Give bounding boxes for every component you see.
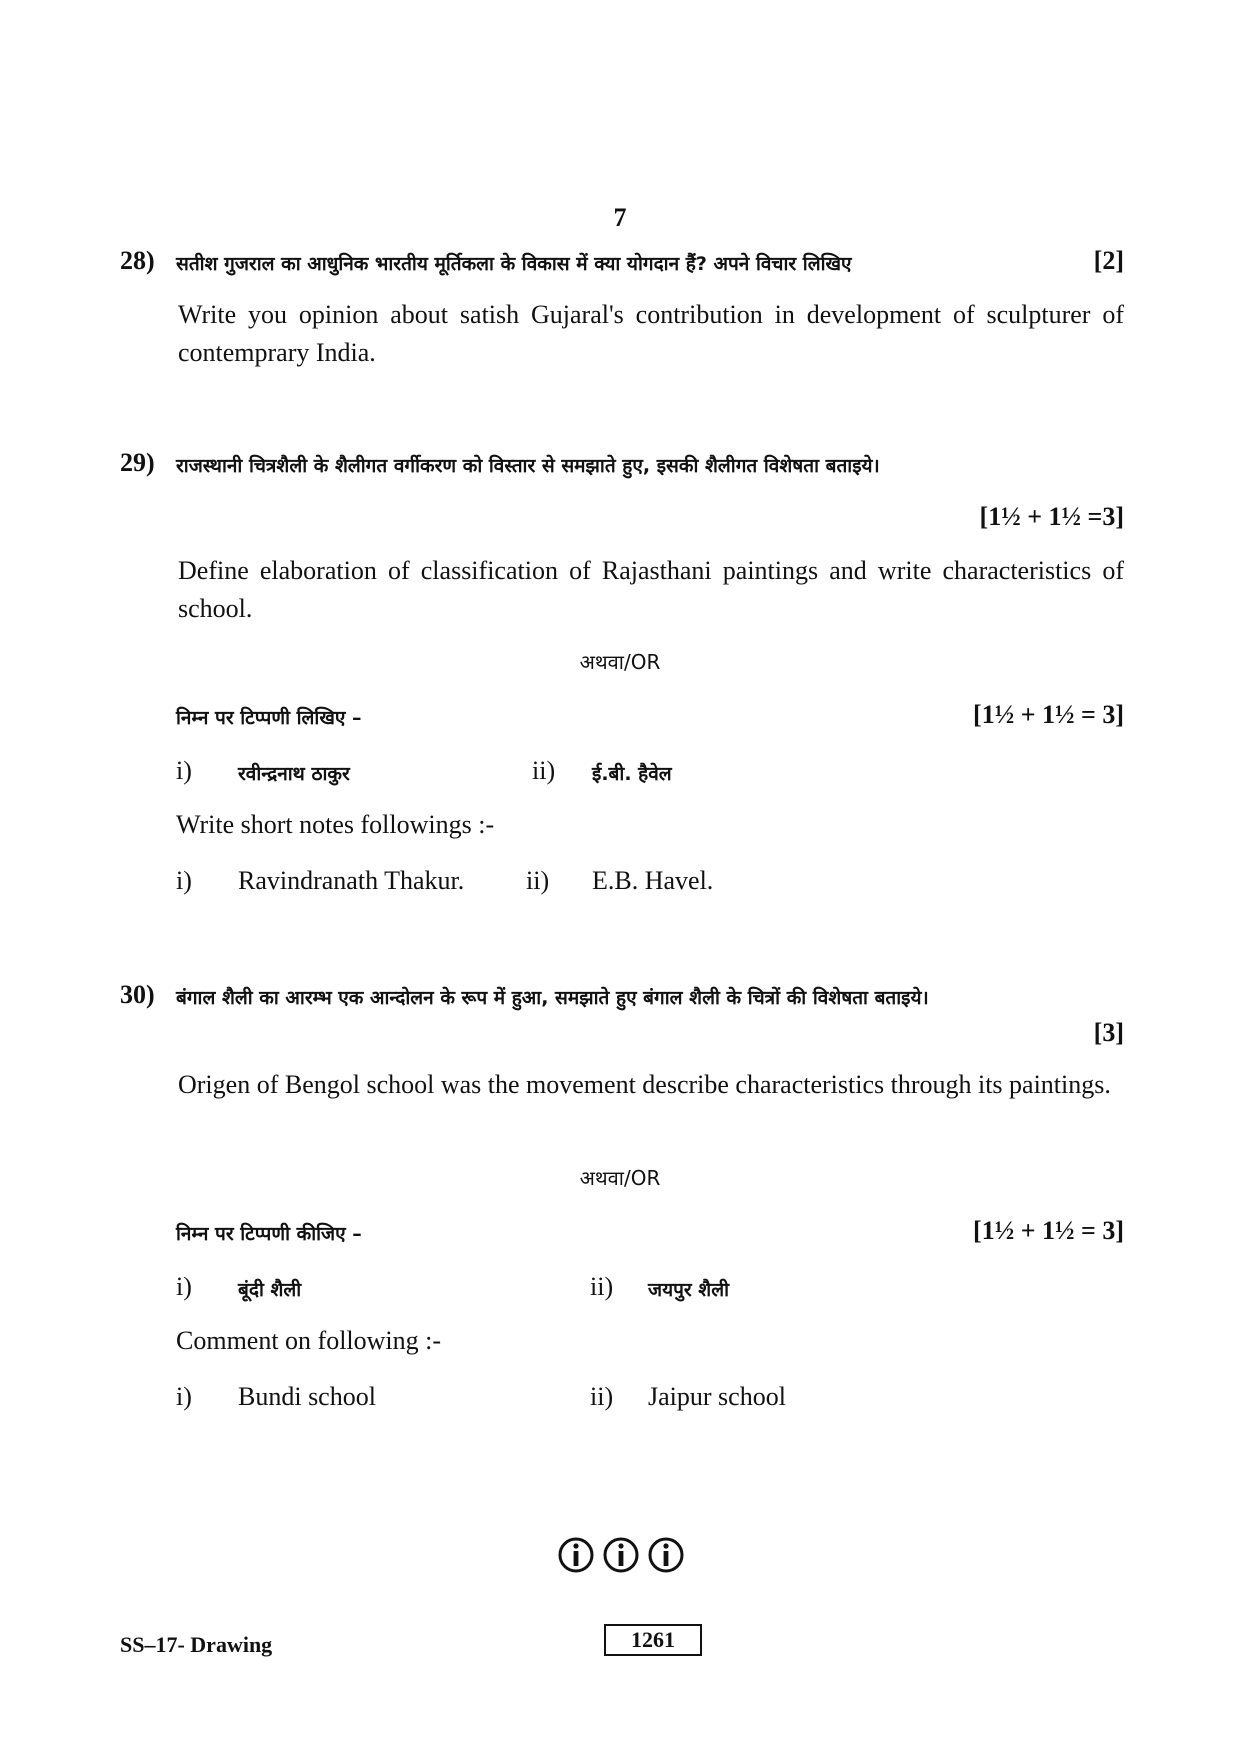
list-item: ई.बी. हैवेल xyxy=(592,763,672,785)
or-label: अथवा/OR xyxy=(579,650,661,674)
list-item: Ravindranath Thakur. xyxy=(238,866,465,895)
question-english-text: Origen of Bengol school was the movement describe characteristics through its paintings. xyxy=(178,1070,1111,1099)
item-number: i) xyxy=(176,1272,192,1301)
list-item: बूंदी शैली xyxy=(238,1279,302,1301)
question-marks: [2] xyxy=(1093,246,1124,275)
question-marks: [3] xyxy=(1093,1018,1124,1047)
item-number: i) xyxy=(176,866,192,895)
question-number: 29) xyxy=(120,448,155,477)
list-item: रवीन्द्रनाथ ठाकुर xyxy=(238,763,350,785)
alternative-instruction-hindi: निम्न पर टिप्पणी लिखिए – xyxy=(176,707,362,729)
or-separator xyxy=(0,1164,1240,1191)
alternative-instruction-english: Comment on following :- xyxy=(176,1326,442,1355)
question-number: 30) xyxy=(120,980,155,1009)
list-item: E.B. Havel. xyxy=(592,866,714,895)
page-number: 7 xyxy=(613,203,627,232)
item-number: ii) xyxy=(590,1382,614,1411)
alternative-marks: [1½ + 1½ = 3] xyxy=(973,1216,1124,1245)
or-label: अथवा/OR xyxy=(579,1166,661,1190)
three-circled-i-emblem-icon xyxy=(556,1535,686,1575)
alternative-instruction-english: Write short notes followings :- xyxy=(176,810,495,839)
item-number: ii) xyxy=(526,866,550,895)
item-number: i) xyxy=(176,756,192,785)
item-number: ii) xyxy=(532,756,556,785)
question-hindi-text: बंगाल शैली का आरम्भ एक आन्दोलन के रूप में हुआ, समझाते हुए बंगाल शैली के चित्रों की विशेषता बताइये। xyxy=(176,987,929,1009)
alternative-instruction-hindi: निम्न पर टिप्पणी कीजिए – xyxy=(176,1223,362,1245)
item-number: ii) xyxy=(590,1272,614,1301)
question-marks: [1½ + 1½ =3] xyxy=(979,502,1124,531)
item-number: i) xyxy=(176,1382,192,1411)
footer-code-box: 1261 xyxy=(604,1624,702,1656)
question-english-text: Write you opinion about satish Gujaral's contribution in development of sculpturer of contemprary India. xyxy=(178,300,1124,367)
question-number: 28) xyxy=(120,246,155,275)
list-item: Bundi school xyxy=(238,1382,376,1411)
list-item: जयपुर शैली xyxy=(648,1279,730,1301)
footer-subject-label: SS–17- Drawing xyxy=(120,1632,273,1657)
question-hindi-text: सतीश गुजराल का आधुनिक भारतीय मूर्तिकला के विकास में क्या योगदान हैं? अपने विचार लिखिए xyxy=(176,253,852,275)
alternative-marks: [1½ + 1½ = 3] xyxy=(973,700,1124,729)
list-item: Jaipur school xyxy=(648,1382,786,1411)
question-hindi-text: राजस्थानी चित्रशैली के शैलीगत वर्गीकरण को विस्तार से समझाते हुए, इसकी शैलीगत विशेषता बताइये। xyxy=(176,455,880,477)
question-english-text: Define elaboration of classification of Rajasthani paintings and write characteristics of school. xyxy=(178,556,1124,623)
or-separator xyxy=(0,648,1240,675)
